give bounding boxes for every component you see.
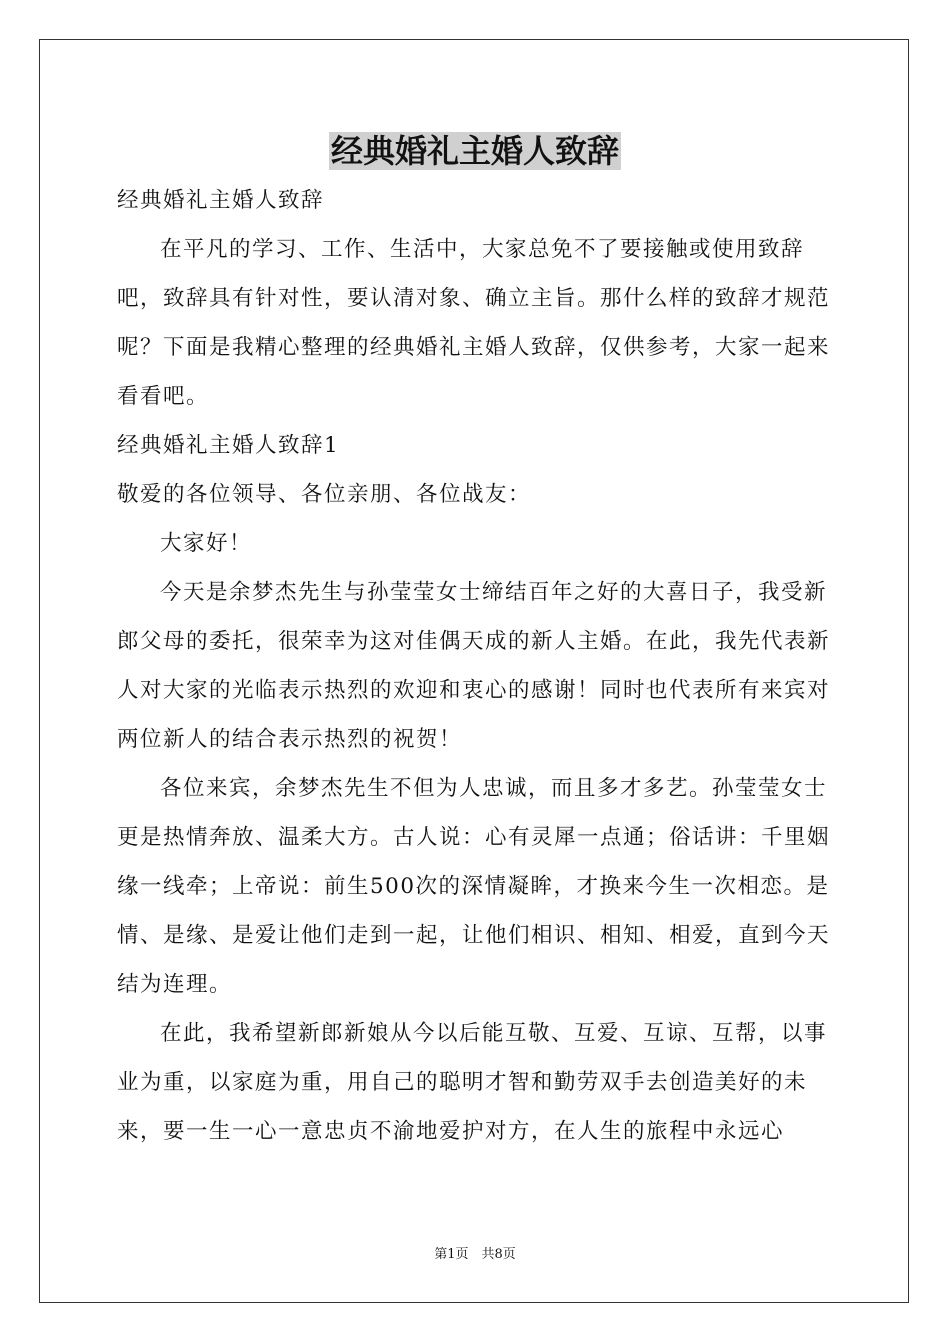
paragraph-salutation: 敬爱的各位领导、各位亲朋、各位战友： — [117, 482, 532, 507]
paragraph-body-1: 今天是余梦杰先生与孙莹莹女士缔结百年之好的大喜日子，我受新郎父母的委托，很荣幸为这对佳偶天成的新人主婚。在此，我先代表新人对大家的光临表示热烈的欢迎和衷心的感谢！同时也代表所有来宾对两位新人的结合表示热烈的祝贺！ — [117, 580, 831, 752]
paragraph-greeting: 大家好！ — [160, 531, 253, 556]
document-title — [0, 128, 950, 174]
page-footer: 第1页 共8页 — [434, 1247, 516, 1262]
section-heading-1: 经典婚礼主婚人致辞1 — [117, 433, 340, 458]
paragraph-intro: 在平凡的学习、工作、生活中，大家总免不了要接触或使用致辞吧，致辞具有针对性，要认清对象、确立主旨。那什么样的致辞才规范呢？下面是我精心整理的经典婚礼主婚人致辞，仅供参考，大家一起来看看吧。 — [117, 237, 831, 409]
paragraph-body-2: 各位来宾，余梦杰先生不但为人忠诚，而且多才多艺。孙莹莹女士更是热情奔放、温柔大方。古人说：心有灵犀一点通；俗话讲：千里姻缘一线牵；上帝说：前生500次的深情凝眸，才换来今生一次相恋。是情、是缘、是爱让他们走到一起，让他们相识、相知、相爱，直到今天结为连理。 — [117, 776, 831, 997]
paragraph-body-3: 在此，我希望新郎新娘从今以后能互敬、互爱、互谅、互帮，以事业为重，以家庭为重，用自己的聪明才智和勤劳双手去创造美好的未来，要一生一心一意忠贞不渝地爱护对方，在人生的旅程中永远心 — [117, 1021, 828, 1144]
paragraph-subtitle: 经典婚礼主婚人致辞 — [117, 188, 325, 213]
document-body — [117, 176, 833, 1156]
document-title-text: 经典婚礼主婚人致辞 — [330, 132, 619, 170]
